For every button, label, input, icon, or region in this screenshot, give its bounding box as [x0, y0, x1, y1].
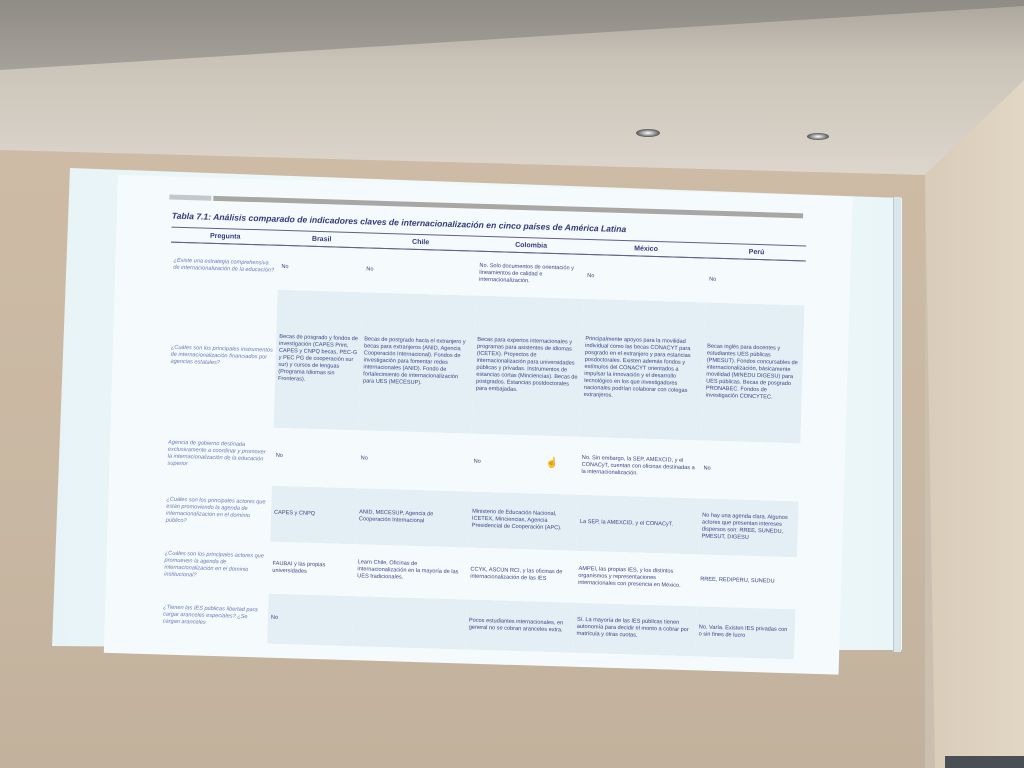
- table-cell: No. Sin embargo, la SEP, AMEXCID, y el CONACyT, cuentan con oficinas destinadas a la internacionalización.: [581, 454, 695, 477]
- table-cell: FAUBAI y las propias universidades: [272, 560, 326, 575]
- header-bar: [169, 195, 211, 201]
- table-cell: Becas para expertos internacionales y programas para asistentes de idiomas (ICETEX). Proyectos de internacionalización para universidades públicas y privadas. Instrumentos de estancias cortas (Minciencias). Becas de postgrados. Estancias postdoctorales para embajadas.: [471, 295, 583, 436]
- header-cell: Perú: [707, 245, 806, 261]
- header-cell: Chile: [364, 234, 477, 251]
- question-cell: Agencia de gobierno destinada exclusivamente a coordinar y promover la internacionalización de la educación superior: [167, 439, 266, 467]
- table-cell: CAPES y CNPQ: [270, 485, 357, 543]
- header-cell: Colombia: [477, 238, 585, 255]
- question-cell: ¿Cuáles son los principales instrumentos de internacionalización financiados por agencias estatales?: [166, 286, 278, 427]
- table-cell: Becas de postgrado hacia el extranjero y becas para extranjeros (ANID, Agencia Cooperación Internacional). Fondos de investigación para fomentar redes internacionales (ANID). Fondo de fortalecimiento de internacionalización para UES (MECESUP).: [359, 292, 476, 433]
- hand-cursor-icon: ☝: [545, 457, 559, 470]
- ceiling-light: [807, 133, 829, 140]
- projected-document: [104, 175, 853, 675]
- question-cell: ¿Existe una estrategia comprehensiva de internacionalización de la educación?: [173, 257, 275, 274]
- table-cell: ANID, MECESUP, Agencia de Cooperación Internacional: [355, 488, 470, 547]
- table-cell: Becas inglés para docentes y estudiantes UES públicas (PMESUT). Fondos concursables de internacionalización, básicamente movilidad (MINEDU DIGESU) para UES públicas. Becas de posgrado PRONABEC. Fondos de investigación CONCYTEC.: [701, 302, 804, 443]
- question-cell: ¿Tienen las IES públicas libertad para cargar aranceles especiales? ¿Se cargan aranceles: [159, 590, 268, 643]
- ceiling-light: [636, 129, 660, 137]
- table-cell: Becas de posgrado y fondos de investigación (CAPES Print, CAPES y CNPQ becas, PEC-G y PEC PG de cooperación sur sur) y cursos de lenguas (Programa Idiomas sin Fronteras).: [274, 289, 363, 429]
- table-cell: La SEP, la AMEXCID, y el CONACyT.: [576, 494, 700, 554]
- table-cell: Learn Chile, Oficinas de internacionalización en la mayoría de las UES tradicionales.: [357, 559, 459, 581]
- table-cell: AMPEI, las propias IES, y los distintos organismos y representaciones internacionales con presencia en México.: [578, 565, 681, 589]
- table-cell: No: [587, 273, 595, 280]
- table-cell: No hay una agenda clara. Algunos actores que presentan intereses dispersos son: RREE, SUNEDU, PMESUT, DIGESU: [698, 498, 799, 557]
- question-cell: ¿Cuáles son los principales actores que promueven la agenda de internacionalización en el dominio institucional?: [164, 550, 265, 579]
- question-cell: ¿Cuáles son los principales actores que están promoviendo la agenda de internacionalización en el dominio público?: [162, 482, 272, 541]
- table-cell: No: [703, 465, 711, 472]
- comparison-table: [159, 229, 806, 659]
- table-cell: Pocos estudiantes internacionales, en general no se cobran aranceles extra.: [465, 599, 574, 652]
- table-row: [166, 286, 805, 443]
- table-cell: No: [281, 264, 289, 271]
- header-cell: México: [585, 241, 707, 258]
- table-cell: No: [275, 452, 283, 460]
- table-cell: No: [267, 593, 353, 645]
- table-cell: RREE, REDIPERU, SUNEDU: [700, 576, 775, 585]
- header-cell: Brasil: [279, 232, 364, 248]
- table-cell: No. Varía. Existen IES privadas con o sin fines de lucro: [695, 606, 795, 659]
- table-cell: Principalmente apoyos para la movilidad individual como las becas CONACYT para posgrado en el extranjero y para estancias posdoctorales. Existen además fondos y estímulos del CONACYT orientados a impulsar la innovación y el desarrollo tecnológico en los que investigadores nacionales podrían colaborar con colegas extranjeros.: [579, 298, 705, 440]
- header-cell: Pregunta: [171, 229, 279, 246]
- table-cell: Ministerio de Educación Nacional, ICETEX, Minciencias, Agencia Presidencial de Cooperación (APC).: [468, 491, 578, 550]
- table-cell: No: [366, 266, 374, 273]
- table-title: Tabla 7.1: Análisis comparado de indicadores claves de internacionalización en cinco países de América Latina: [171, 210, 627, 235]
- monitor-edge: [945, 756, 1024, 768]
- table-cell: No: [360, 455, 368, 462]
- table-cell: [352, 596, 466, 649]
- side-wall: [920, 80, 1024, 768]
- table-cell: No. Solo documentos de orientación y lineamientos de calidad e internacionalización.: [478, 263, 575, 285]
- table-cell: CCYK, ASCUN RCI, y las oficinas de internacionalización de las IES: [470, 566, 563, 582]
- table-cell: Sí. La mayoría de las IES públicas tienen autonomía para decidir el monto a cobrar por matrícula y otras cuotas.: [573, 602, 696, 656]
- table-cell: No: [473, 458, 481, 465]
- table-cell: No: [709, 276, 717, 284]
- scrollbar: [893, 197, 901, 652]
